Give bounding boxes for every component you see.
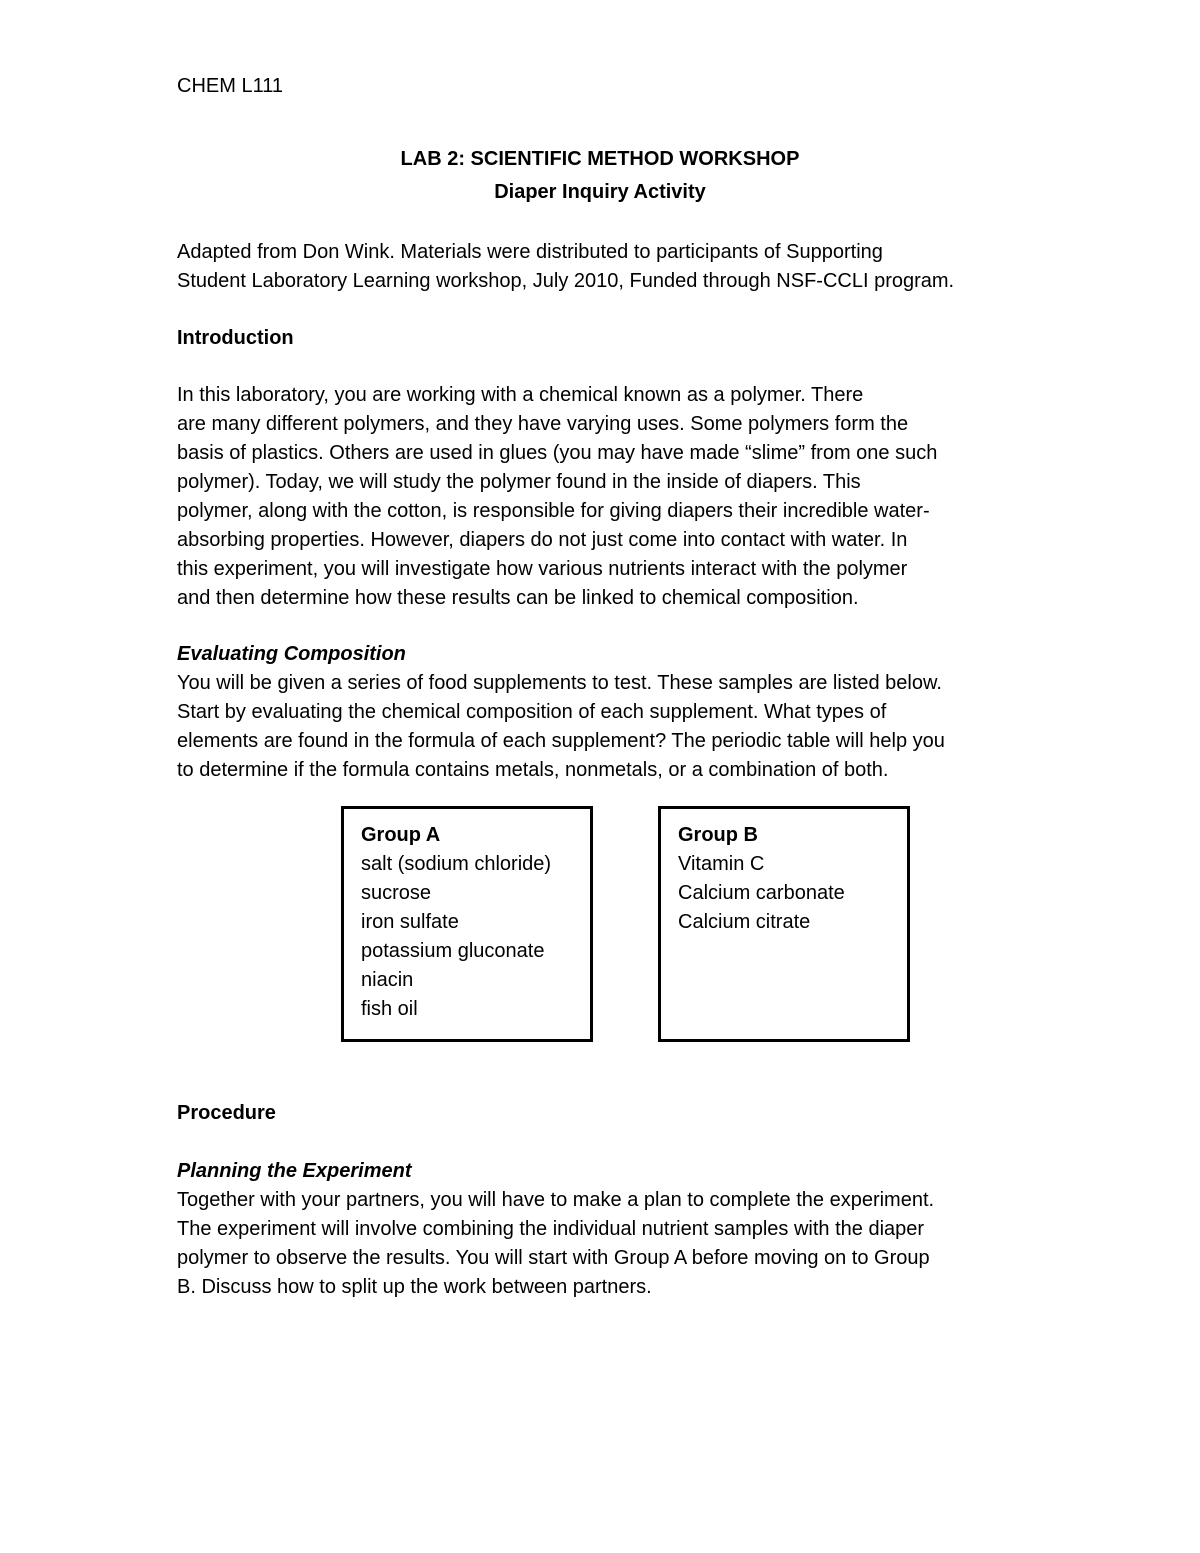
- group-a-item: fish oil: [361, 998, 418, 1020]
- attribution-line: Adapted from Don Wink. Materials were distributed to participants of Supporting: [177, 241, 883, 263]
- group-a-item: salt (sodium chloride): [361, 853, 552, 875]
- paragraph-line: this experiment, you will investigate how various nutrients interact with the polymer: [177, 558, 908, 580]
- document-subtitle: Diaper Inquiry Activity: [494, 181, 706, 203]
- paragraph-line: to determine if the formula contains metals, nonmetals, or a combination of both.: [177, 759, 889, 781]
- group-b-box: [658, 806, 910, 1042]
- paragraph-line: polymer). Today, we will study the polymer found in the inside of diapers. This: [177, 471, 861, 493]
- group-b-item: Calcium citrate: [678, 911, 811, 933]
- group-a-item: potassium gluconate: [361, 940, 545, 962]
- paragraph-line: basis of plastics. Others are used in glues (you may have made “slime” from one such: [177, 442, 938, 464]
- attribution: [177, 238, 1037, 296]
- attribution-line: Student Laboratory Learning workshop, July 2010, Funded through NSF-CCLI program.: [177, 270, 955, 292]
- course-code: CHEM L111: [177, 75, 283, 97]
- paragraph-line: Start by evaluating the chemical composition of each supplement. What types of: [177, 701, 887, 723]
- paragraph-line: polymer to observe the results. You will start with Group A before moving on to Group: [177, 1247, 930, 1269]
- group-b-item: Calcium carbonate: [678, 882, 845, 904]
- evaluating-heading: Evaluating Composition: [177, 643, 406, 665]
- procedure-paragraph: [177, 1186, 1037, 1302]
- procedure-heading: Procedure: [177, 1102, 276, 1124]
- paragraph-line: You will be given a series of food supplements to test. These samples are listed below.: [177, 672, 942, 694]
- introduction-heading: Introduction: [177, 327, 294, 349]
- paragraph-line: Together with your partners, you will have to make a plan to complete the experiment.: [177, 1189, 935, 1211]
- paragraph-line: and then determine how these results can be linked to chemical composition.: [177, 587, 859, 609]
- paragraph-line: B. Discuss how to split up the work between partners.: [177, 1276, 652, 1298]
- group-a-item: niacin: [361, 969, 414, 991]
- paragraph-line: are many different polymers, and they have varying uses. Some polymers form the: [177, 413, 909, 435]
- group-b-item: Vitamin C: [678, 853, 765, 875]
- paragraph-line: polymer, along with the cotton, is responsible for giving diapers their incredible water-: [177, 500, 930, 522]
- introduction-paragraph: [177, 381, 1037, 613]
- paragraph-line: absorbing properties. However, diapers do not just come into contact with water. In: [177, 529, 908, 551]
- paragraph-line: elements are found in the formula of each supplement? The periodic table will help you: [177, 730, 945, 752]
- group-a-box: [341, 806, 593, 1042]
- group-a-item: iron sulfate: [361, 911, 459, 933]
- evaluating-paragraph: [177, 669, 1037, 785]
- planning-heading: Planning the Experiment: [177, 1160, 412, 1182]
- group-a-title: Group A: [361, 824, 441, 846]
- group-a-item: sucrose: [361, 882, 432, 904]
- document-title: LAB 2: SCIENTIFIC METHOD WORKSHOP: [400, 148, 800, 170]
- paragraph-line: The experiment will involve combining the individual nutrient samples with the diaper: [177, 1218, 925, 1240]
- paragraph-line: In this laboratory, you are working with a chemical known as a polymer. There: [177, 384, 864, 406]
- group-b-title: Group B: [678, 824, 758, 846]
